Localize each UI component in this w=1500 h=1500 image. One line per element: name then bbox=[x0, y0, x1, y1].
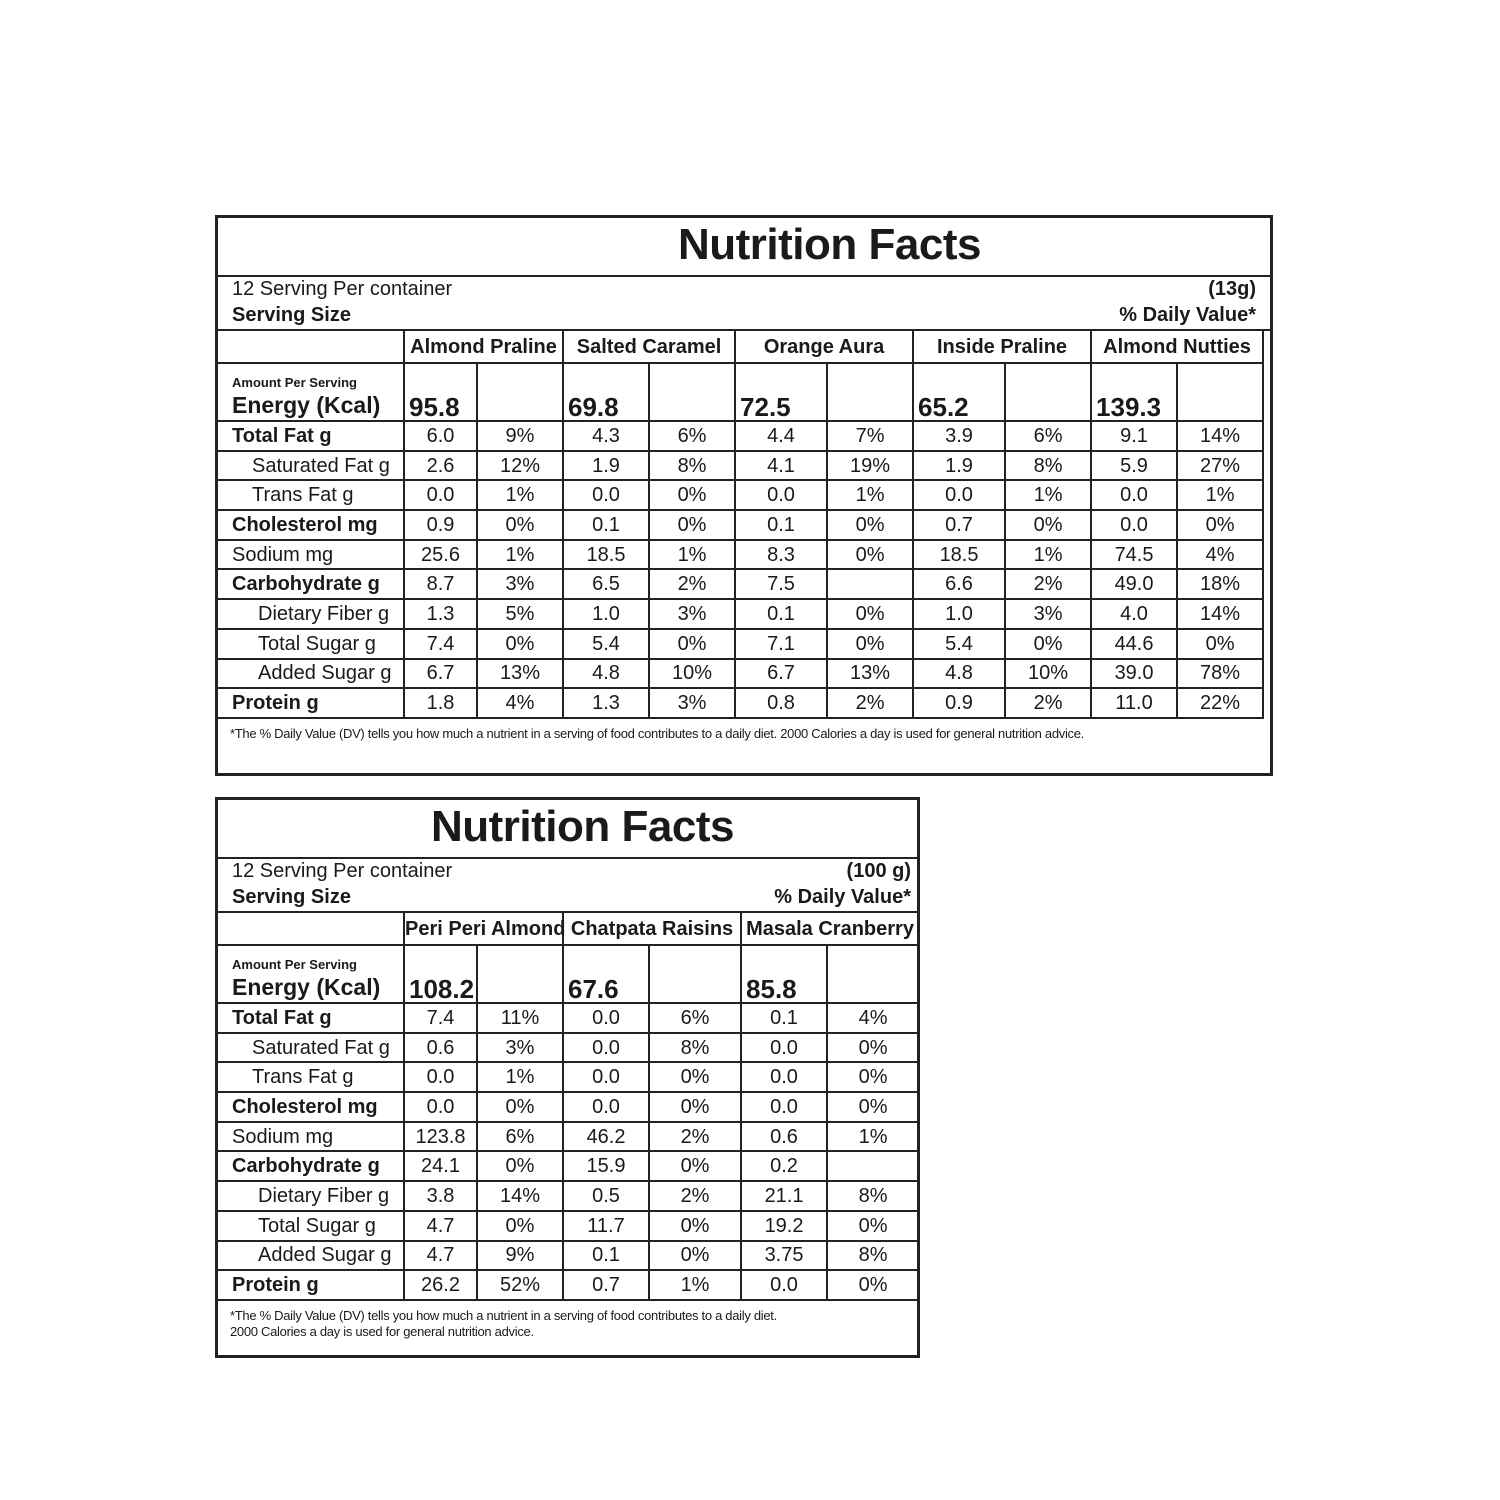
nutrient-label: Dietary Fiber g bbox=[218, 599, 404, 629]
nutrient-label: Trans Fat g bbox=[218, 1062, 404, 1092]
nutrition-table bbox=[218, 913, 920, 1301]
energy-dv-blank bbox=[477, 945, 563, 1003]
nutrient-daily-value: 19% bbox=[827, 451, 913, 481]
nutrient-amount: 74.5 bbox=[1091, 540, 1177, 570]
nutrient-daily-value: 0% bbox=[649, 1241, 741, 1271]
nutrient-label: Sodium mg bbox=[218, 540, 404, 570]
nutrient-row-total-fat-g bbox=[218, 421, 1263, 451]
nutrient-daily-value: 14% bbox=[477, 1181, 563, 1211]
nutrient-amount: 0.9 bbox=[913, 688, 1005, 718]
nutrient-amount: 0.0 bbox=[563, 480, 649, 510]
nutrient-daily-value: 10% bbox=[649, 659, 735, 689]
amount-per-serving-label: Amount Per Serving bbox=[232, 375, 357, 390]
product-header-inside-praline: Inside Praline bbox=[913, 331, 1091, 363]
nutrient-daily-value: 0% bbox=[477, 1211, 563, 1241]
nutrient-amount: 49.0 bbox=[1091, 569, 1177, 599]
nutrient-daily-value: 13% bbox=[477, 659, 563, 689]
nutrient-daily-value: 6% bbox=[649, 1003, 741, 1033]
nutrient-daily-value: 8% bbox=[649, 451, 735, 481]
nutrient-amount: 0.6 bbox=[741, 1122, 827, 1152]
nutrient-amount: 21.1 bbox=[741, 1181, 827, 1211]
nutrient-daily-value: 12% bbox=[477, 451, 563, 481]
product-header-row bbox=[218, 331, 1263, 363]
nutrient-row-sodium-mg bbox=[218, 1122, 919, 1152]
nutrient-daily-value: 0% bbox=[649, 1151, 741, 1181]
nutrient-daily-value: 1% bbox=[477, 1062, 563, 1092]
nutrient-amount: 2.6 bbox=[404, 451, 477, 481]
energy-value: 69.8 bbox=[563, 363, 649, 421]
nutrient-amount: 26.2 bbox=[404, 1270, 477, 1300]
nutrient-amount: 0.0 bbox=[404, 1062, 477, 1092]
nutrient-daily-value: 27% bbox=[1177, 451, 1263, 481]
nutrient-daily-value: 4% bbox=[827, 1003, 919, 1033]
nutrient-amount: 0.0 bbox=[404, 1092, 477, 1122]
nutrient-daily-value: 14% bbox=[1177, 599, 1263, 629]
nutrition-panel-13g bbox=[215, 215, 1273, 776]
nutrient-amount: 1.3 bbox=[563, 688, 649, 718]
nutrient-amount: 1.8 bbox=[404, 688, 477, 718]
nutrient-amount: 0.0 bbox=[563, 1033, 649, 1063]
nutrient-amount: 0.0 bbox=[741, 1092, 827, 1122]
nutrient-row-added-sugar-g bbox=[218, 1241, 919, 1271]
nutrient-amount: 7.1 bbox=[735, 629, 827, 659]
nutrient-amount: 25.6 bbox=[404, 540, 477, 570]
nutrient-amount: 5.9 bbox=[1091, 451, 1177, 481]
nutrient-daily-value: 0% bbox=[827, 599, 913, 629]
footnote-line: *The % Daily Value (DV) tells you how much a nutrient in a serving of food contributes to a daily diet. bbox=[230, 1308, 777, 1323]
nutrient-amount: 0.7 bbox=[563, 1270, 649, 1300]
nutrient-amount: 46.2 bbox=[563, 1122, 649, 1152]
nutrient-daily-value: 9% bbox=[477, 1241, 563, 1271]
nutrient-amount: 6.6 bbox=[913, 569, 1005, 599]
energy-dv-blank bbox=[827, 363, 913, 421]
nutrient-daily-value: 1% bbox=[477, 540, 563, 570]
nutrient-row-dietary-fiber-g bbox=[218, 599, 1263, 629]
nutrient-label: Added Sugar g bbox=[218, 659, 404, 689]
nutrient-amount: 0.0 bbox=[404, 480, 477, 510]
energy-value: 72.5 bbox=[735, 363, 827, 421]
nutrient-label: Total Sugar g bbox=[218, 629, 404, 659]
nutrient-row-carbohydrate-g bbox=[218, 569, 1263, 599]
amount-per-serving-label: Amount Per Serving bbox=[232, 957, 357, 972]
nutrient-daily-value: 0% bbox=[649, 629, 735, 659]
nutrient-label: Protein g bbox=[218, 688, 404, 718]
nutrient-daily-value: 0% bbox=[1177, 629, 1263, 659]
nutrient-label: Saturated Fat g bbox=[218, 451, 404, 481]
energy-dv-blank bbox=[827, 945, 919, 1003]
title-row bbox=[218, 218, 1270, 277]
nutrient-daily-value: 14% bbox=[1177, 421, 1263, 451]
energy-row bbox=[218, 945, 919, 1003]
nutrient-label: Carbohydrate g bbox=[218, 569, 404, 599]
nutrient-amount: 3.75 bbox=[741, 1241, 827, 1271]
energy-dv-blank bbox=[1177, 363, 1263, 421]
nutrient-label: Sodium mg bbox=[218, 1122, 404, 1152]
nutrient-amount: 0.0 bbox=[563, 1092, 649, 1122]
energy-dv-blank bbox=[649, 363, 735, 421]
nutrient-daily-value: 1% bbox=[1005, 480, 1091, 510]
nutrient-label: Carbohydrate g bbox=[218, 1151, 404, 1181]
daily-value-label: % Daily Value* bbox=[774, 886, 911, 908]
nutrient-daily-value: 2% bbox=[649, 1122, 741, 1152]
nutrient-daily-value: 7% bbox=[827, 421, 913, 451]
nutrient-row-protein-g bbox=[218, 688, 1263, 718]
nutrient-amount: 0.0 bbox=[1091, 510, 1177, 540]
nutrient-amount: 123.8 bbox=[404, 1122, 477, 1152]
nutrient-daily-value: 0% bbox=[649, 480, 735, 510]
nutrient-row-cholesterol-mg bbox=[218, 1092, 919, 1122]
nutrient-amount: 1.0 bbox=[563, 599, 649, 629]
energy-label: Energy (Kcal) bbox=[232, 392, 381, 418]
nutrient-amount: 24.1 bbox=[404, 1151, 477, 1181]
energy-value: 67.6 bbox=[563, 945, 649, 1003]
nutrient-amount: 18.5 bbox=[913, 540, 1005, 570]
nutrient-daily-value bbox=[827, 569, 913, 599]
nutrient-daily-value: 1% bbox=[649, 540, 735, 570]
nutrient-amount: 44.6 bbox=[1091, 629, 1177, 659]
energy-dv-blank bbox=[649, 945, 741, 1003]
nutrient-daily-value: 22% bbox=[1177, 688, 1263, 718]
nutrient-amount: 4.7 bbox=[404, 1241, 477, 1271]
energy-value: 139.3 bbox=[1091, 363, 1177, 421]
nutrient-amount: 0.0 bbox=[741, 1062, 827, 1092]
nutrient-amount: 4.4 bbox=[735, 421, 827, 451]
nutrient-daily-value: 1% bbox=[827, 480, 913, 510]
nutrient-amount: 4.3 bbox=[563, 421, 649, 451]
nutrient-amount: 11.0 bbox=[1091, 688, 1177, 718]
energy-dv-blank bbox=[1005, 363, 1091, 421]
energy-label-cell bbox=[218, 945, 404, 1003]
nutrient-daily-value bbox=[827, 1151, 919, 1181]
nutrient-label: Dietary Fiber g bbox=[218, 1181, 404, 1211]
serving-size-value: (100 g) bbox=[846, 860, 911, 882]
product-header-peri-peri-almond: Peri Peri Almond bbox=[404, 913, 563, 945]
nutrient-label: Total Fat g bbox=[218, 1003, 404, 1033]
energy-label: Energy (Kcal) bbox=[232, 974, 381, 1000]
nutrient-daily-value: 4% bbox=[477, 688, 563, 718]
product-header-almond-nutties: Almond Nutties bbox=[1091, 331, 1263, 363]
nutrient-row-saturated-fat-g bbox=[218, 1033, 919, 1063]
nutrient-amount: 1.9 bbox=[913, 451, 1005, 481]
energy-row bbox=[218, 363, 1263, 421]
nutrient-amount: 0.0 bbox=[563, 1062, 649, 1092]
nutrient-daily-value: 0% bbox=[827, 510, 913, 540]
product-header-orange-aura: Orange Aura bbox=[735, 331, 913, 363]
nutrient-amount: 4.7 bbox=[404, 1211, 477, 1241]
nutrient-row-dietary-fiber-g bbox=[218, 1181, 919, 1211]
nutrient-row-total-sugar-g bbox=[218, 629, 1263, 659]
nutrient-daily-value: 78% bbox=[1177, 659, 1263, 689]
nutrient-amount: 4.8 bbox=[913, 659, 1005, 689]
nutrient-daily-value: 3% bbox=[477, 1033, 563, 1063]
energy-value: 85.8 bbox=[741, 945, 827, 1003]
serving-size-value: (13g) bbox=[1208, 278, 1256, 300]
nutrient-daily-value: 0% bbox=[827, 1092, 919, 1122]
serving-info bbox=[218, 277, 1270, 331]
nutrient-amount: 0.0 bbox=[741, 1270, 827, 1300]
nutrient-amount: 8.7 bbox=[404, 569, 477, 599]
nutrient-amount: 6.5 bbox=[563, 569, 649, 599]
nutrient-label: Trans Fat g bbox=[218, 480, 404, 510]
nutrient-amount: 1.9 bbox=[563, 451, 649, 481]
nutrient-daily-value: 1% bbox=[1177, 480, 1263, 510]
nutrient-daily-value: 3% bbox=[649, 599, 735, 629]
nutrient-amount: 7.5 bbox=[735, 569, 827, 599]
nutrient-daily-value: 0% bbox=[477, 629, 563, 659]
nutrient-daily-value: 5% bbox=[477, 599, 563, 629]
nutrient-daily-value: 2% bbox=[827, 688, 913, 718]
nutrient-daily-value: 0% bbox=[827, 1033, 919, 1063]
nutrient-amount: 6.0 bbox=[404, 421, 477, 451]
nutrient-amount: 0.1 bbox=[563, 1241, 649, 1271]
nutrient-amount: 0.6 bbox=[404, 1033, 477, 1063]
nutrient-daily-value: 0% bbox=[649, 1211, 741, 1241]
nutrient-amount: 0.1 bbox=[741, 1003, 827, 1033]
footnote-line: *The % Daily Value (DV) tells you how much a nutrient in a serving of food contributes to a daily diet. 2000 Calories a day is used for general nutrition advice. bbox=[230, 726, 1084, 741]
nutrient-daily-value: 0% bbox=[649, 510, 735, 540]
nutrient-daily-value: 0% bbox=[1005, 510, 1091, 540]
panel-title: Nutrition Facts bbox=[678, 220, 981, 269]
daily-value-footnote bbox=[230, 1308, 777, 1340]
nutrient-daily-value: 1% bbox=[649, 1270, 741, 1300]
nutrient-amount: 6.7 bbox=[404, 659, 477, 689]
nutrient-amount: 0.1 bbox=[563, 510, 649, 540]
nutrient-label: Total Fat g bbox=[218, 421, 404, 451]
nutrient-amount: 39.0 bbox=[1091, 659, 1177, 689]
nutrient-amount: 0.5 bbox=[563, 1181, 649, 1211]
nutrient-row-carbohydrate-g bbox=[218, 1151, 919, 1181]
nutrient-amount: 0.0 bbox=[735, 480, 827, 510]
nutrient-daily-value: 2% bbox=[649, 1181, 741, 1211]
nutrient-daily-value: 0% bbox=[827, 1062, 919, 1092]
nutrient-daily-value: 0% bbox=[1005, 629, 1091, 659]
nutrient-amount: 18.5 bbox=[563, 540, 649, 570]
nutrient-daily-value: 1% bbox=[827, 1122, 919, 1152]
nutrient-label: Added Sugar g bbox=[218, 1241, 404, 1271]
nutrient-daily-value: 2% bbox=[1005, 569, 1091, 599]
nutrient-amount: 3.9 bbox=[913, 421, 1005, 451]
servings-per-container: 12 Serving Per container bbox=[232, 860, 453, 882]
nutrient-daily-value: 8% bbox=[827, 1241, 919, 1271]
nutrient-amount: 7.4 bbox=[404, 629, 477, 659]
nutrient-row-trans-fat-g bbox=[218, 480, 1263, 510]
nutrient-amount: 7.4 bbox=[404, 1003, 477, 1033]
nutrient-amount: 1.0 bbox=[913, 599, 1005, 629]
nutrient-daily-value: 0% bbox=[827, 540, 913, 570]
serving-size-label: Serving Size bbox=[232, 304, 351, 326]
nutrient-row-saturated-fat-g bbox=[218, 451, 1263, 481]
energy-dv-blank bbox=[477, 363, 563, 421]
panel-title: Nutrition Facts bbox=[431, 802, 734, 851]
nutrient-amount: 4.1 bbox=[735, 451, 827, 481]
nutrient-amount: 11.7 bbox=[563, 1211, 649, 1241]
energy-value: 95.8 bbox=[404, 363, 477, 421]
servings-per-container: 12 Serving Per container bbox=[232, 278, 453, 300]
nutrient-daily-value: 0% bbox=[827, 1211, 919, 1241]
nutrient-row-total-sugar-g bbox=[218, 1211, 919, 1241]
nutrient-label: Saturated Fat g bbox=[218, 1033, 404, 1063]
nutrient-amount: 0.1 bbox=[735, 599, 827, 629]
nutrient-daily-value: 6% bbox=[649, 421, 735, 451]
nutrient-daily-value: 0% bbox=[477, 1151, 563, 1181]
nutrient-daily-value: 0% bbox=[649, 1062, 741, 1092]
nutrient-daily-value: 6% bbox=[1005, 421, 1091, 451]
nutrient-amount: 0.1 bbox=[735, 510, 827, 540]
nutrient-row-added-sugar-g bbox=[218, 659, 1263, 689]
nutrient-label: Protein g bbox=[218, 1270, 404, 1300]
nutrient-amount: 8.3 bbox=[735, 540, 827, 570]
nutrient-daily-value: 3% bbox=[477, 569, 563, 599]
nutrient-amount: 3.8 bbox=[404, 1181, 477, 1211]
nutrient-daily-value: 3% bbox=[649, 688, 735, 718]
nutrient-daily-value: 0% bbox=[827, 1270, 919, 1300]
product-header-row bbox=[218, 913, 919, 945]
header-blank-cell bbox=[218, 331, 404, 363]
nutrient-daily-value: 3% bbox=[1005, 599, 1091, 629]
nutrient-daily-value: 11% bbox=[477, 1003, 563, 1033]
nutrient-amount: 0.9 bbox=[404, 510, 477, 540]
serving-size-label: Serving Size bbox=[232, 886, 351, 908]
energy-value: 65.2 bbox=[913, 363, 1005, 421]
header-blank-cell bbox=[218, 913, 404, 945]
nutrient-amount: 4.8 bbox=[563, 659, 649, 689]
nutrient-amount: 9.1 bbox=[1091, 421, 1177, 451]
nutrient-daily-value: 8% bbox=[649, 1033, 741, 1063]
nutrient-daily-value: 18% bbox=[1177, 569, 1263, 599]
nutrient-amount: 0.0 bbox=[741, 1033, 827, 1063]
nutrient-amount: 0.2 bbox=[741, 1151, 827, 1181]
nutrient-daily-value: 4% bbox=[1177, 540, 1263, 570]
nutrient-row-protein-g bbox=[218, 1270, 919, 1300]
nutrient-amount: 0.0 bbox=[913, 480, 1005, 510]
nutrient-daily-value: 10% bbox=[1005, 659, 1091, 689]
nutrient-amount: 15.9 bbox=[563, 1151, 649, 1181]
product-header-salted-caramel: Salted Caramel bbox=[563, 331, 735, 363]
nutrient-daily-value: 1% bbox=[1005, 540, 1091, 570]
nutrient-daily-value: 52% bbox=[477, 1270, 563, 1300]
nutrition-table bbox=[218, 331, 1264, 719]
nutrient-daily-value: 6% bbox=[477, 1122, 563, 1152]
daily-value-footnote bbox=[230, 726, 1084, 742]
nutrient-daily-value: 1% bbox=[477, 480, 563, 510]
nutrient-label: Cholesterol mg bbox=[218, 510, 404, 540]
nutrient-amount: 4.0 bbox=[1091, 599, 1177, 629]
nutrient-label: Cholesterol mg bbox=[218, 1092, 404, 1122]
product-header-chatpata-raisins: Chatpata Raisins bbox=[563, 913, 741, 945]
nutrient-daily-value: 9% bbox=[477, 421, 563, 451]
product-header-almond-praline: Almond Praline bbox=[404, 331, 563, 363]
product-header-masala-cranberry: Masala Cranberry bbox=[741, 913, 919, 945]
nutrient-amount: 5.4 bbox=[913, 629, 1005, 659]
title-row bbox=[218, 800, 917, 859]
daily-value-label: % Daily Value* bbox=[1119, 304, 1256, 326]
nutrient-daily-value: 0% bbox=[477, 510, 563, 540]
nutrient-daily-value: 2% bbox=[649, 569, 735, 599]
footnote-line: 2000 Calories a day is used for general nutrition advice. bbox=[230, 1324, 534, 1339]
serving-info bbox=[218, 859, 917, 913]
nutrient-amount: 19.2 bbox=[741, 1211, 827, 1241]
nutrient-label: Total Sugar g bbox=[218, 1211, 404, 1241]
energy-label-cell bbox=[218, 363, 404, 421]
nutrient-row-trans-fat-g bbox=[218, 1062, 919, 1092]
energy-value: 108.2 bbox=[404, 945, 477, 1003]
nutrient-row-sodium-mg bbox=[218, 540, 1263, 570]
nutrient-amount: 5.4 bbox=[563, 629, 649, 659]
nutrition-panel-100g bbox=[215, 797, 920, 1358]
nutrient-daily-value: 0% bbox=[1177, 510, 1263, 540]
nutrient-daily-value: 2% bbox=[1005, 688, 1091, 718]
nutrient-daily-value: 8% bbox=[827, 1181, 919, 1211]
nutrient-daily-value: 8% bbox=[1005, 451, 1091, 481]
nutrient-daily-value: 0% bbox=[649, 1092, 741, 1122]
nutrient-daily-value: 0% bbox=[477, 1092, 563, 1122]
nutrient-amount: 1.3 bbox=[404, 599, 477, 629]
nutrient-daily-value: 0% bbox=[827, 629, 913, 659]
nutrient-amount: 0.8 bbox=[735, 688, 827, 718]
nutrient-amount: 0.0 bbox=[563, 1003, 649, 1033]
nutrient-daily-value: 13% bbox=[827, 659, 913, 689]
nutrient-amount: 0.0 bbox=[1091, 480, 1177, 510]
nutrient-row-cholesterol-mg bbox=[218, 510, 1263, 540]
nutrient-amount: 0.7 bbox=[913, 510, 1005, 540]
nutrient-row-total-fat-g bbox=[218, 1003, 919, 1033]
nutrient-amount: 6.7 bbox=[735, 659, 827, 689]
